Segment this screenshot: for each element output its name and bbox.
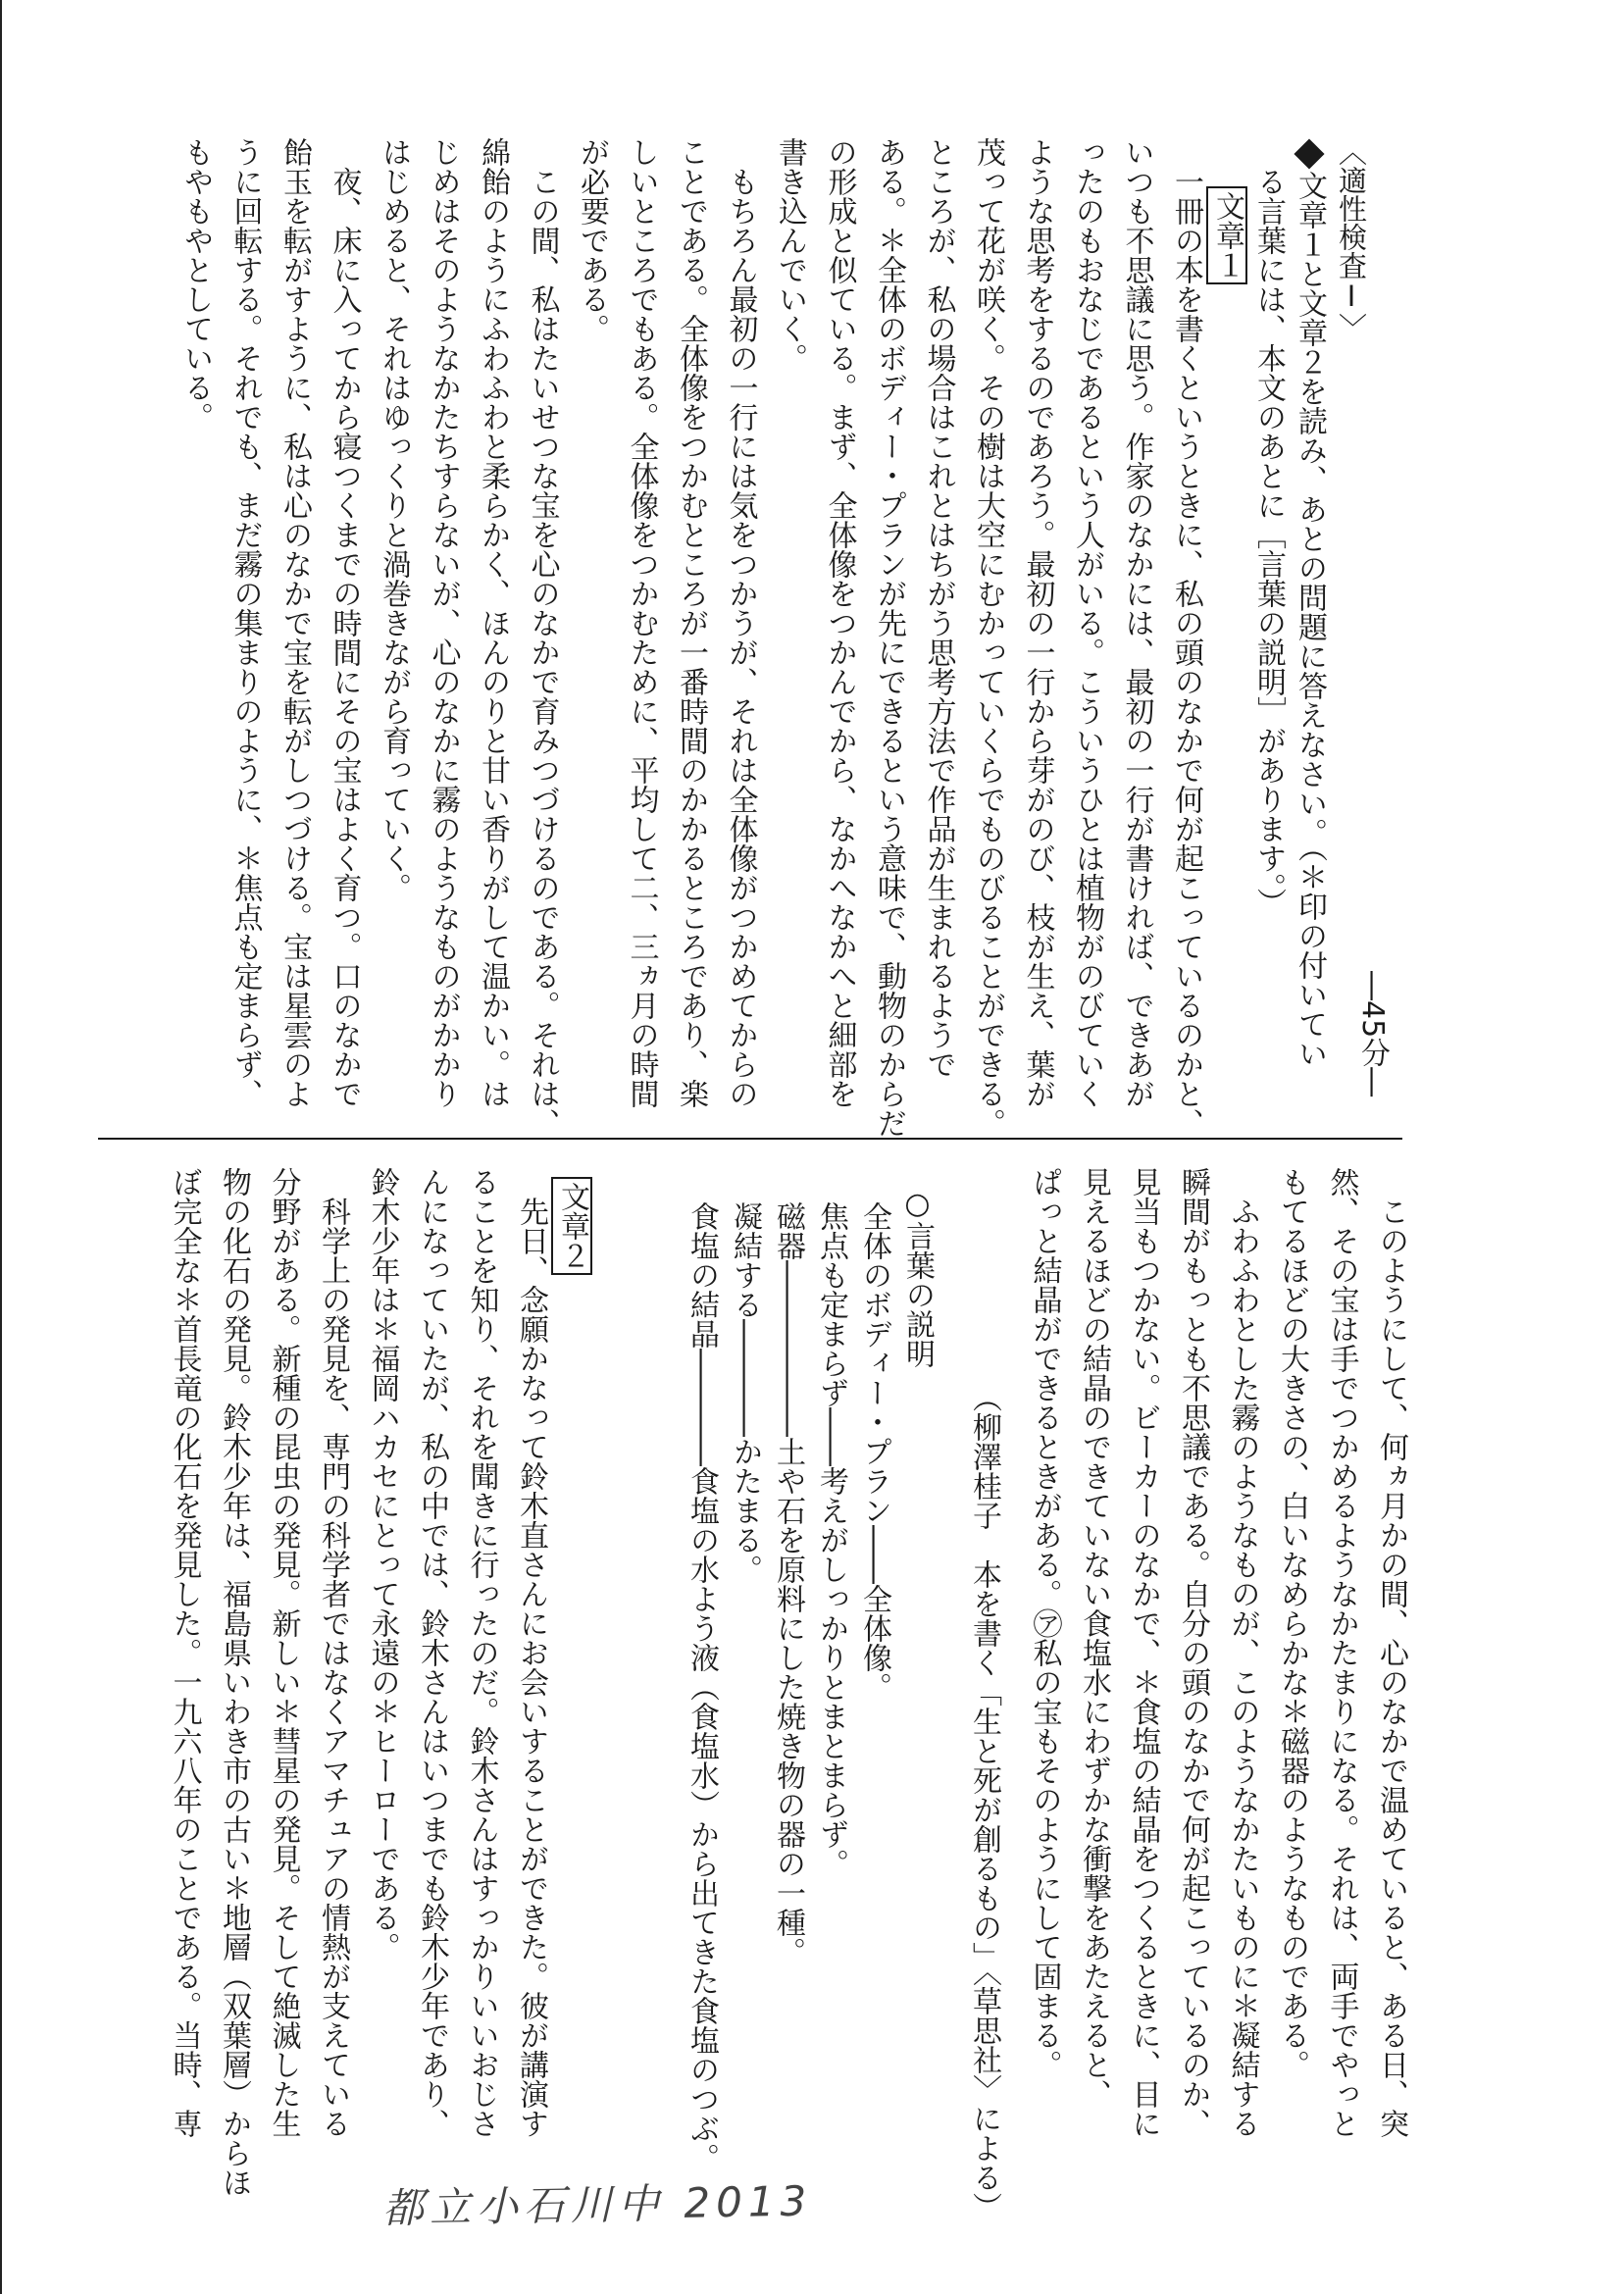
passage1-column: 茂って花が咲く。その樹は大空にむかっていくらでものびることができる。 (971, 137, 1005, 1138)
section-divider (98, 1138, 1402, 1140)
passage1-column: ったのもおなじであるという人がいる。こういうひとは植物がのびていく (1070, 137, 1104, 1108)
passage1-source: （柳澤桂子 本を書く「生と死が創るもの」〈草思社〉による） (967, 1383, 1001, 2221)
passage1-column: が必要である。 (575, 137, 609, 343)
glossary-item: 凝結する――――かたまる。 (728, 1201, 762, 1584)
passage1-column: 見えるほどの結晶のできていない食塩水にわずかな衝撃をあたえると、 (1077, 1167, 1111, 2109)
passage1-column: 書き込んでいく。 (773, 137, 807, 373)
passage2-column: 分野がある。新種の昆虫の発見。新しい＊彗星の発見。そして絶滅した生 (266, 1167, 301, 2138)
glossary-item: 食塩の結晶――――食塩の水よう液（食塩水）から出てきた食塩のつぶ。 (685, 1201, 719, 2172)
passage1-column: もちろん最初の一行には気をつかうが、それは全体像がつかめてからの (723, 167, 758, 1108)
glossary-item: 焦点も定まらず――考えがしっかりとまとまらず。 (814, 1201, 848, 1878)
passage1-column: うに回転する。それでも、まだ霧の集まりのように、＊焦点も定まらず、 (228, 137, 263, 1108)
passage2-column: 科学上の発見を、専門の科学者ではなくアマチュアの情熱が支えている (316, 1197, 350, 2138)
passage1-column: ある。＊全体のボディー・プランが先にできるという意味で、動物のからだ (872, 137, 906, 1138)
passage1-title: 文章１ (1206, 186, 1247, 284)
passage1-column: しいところでもある。全体像をつかむために、平均して二、三ヵ月の時間 (624, 137, 659, 1108)
passage2-column: 先日、念願かなって鈴木直さんにお会いすることができた。彼が講演す (514, 1197, 548, 2138)
passage2-title: 文章２ (551, 1177, 592, 1275)
section-label: 〈適性検査Ⅰ〉 (1335, 137, 1368, 341)
passage1-column: 見当もつかない。ビーカーのなかで、＊食塩の結晶をつくるときに、目に (1126, 1167, 1161, 2138)
passage1-column: ところが、私の場合はこれとはちがう思考方法で作品が生まれるようで (921, 137, 956, 1079)
instruction-text-1: 文章１と文章２を読み、あとの問題に答えなさい。（＊印の付いてい (1293, 171, 1327, 1068)
instruction-line-1 (1287, 137, 1330, 1068)
passage1-column: このようにして、何ヵ月かの間、心のなかで温めていると、ある日、突 (1374, 1197, 1408, 2138)
passage1-column: もてるほどの大きさの、白いなめらかな＊磁器のようなものである。 (1275, 1167, 1309, 2079)
passage1-column: いつも不思議に思う。作家のなかには、最初の一行が書ければ、できあが (1119, 137, 1154, 1108)
passage1-column: 然、その宝は手でつかめるようなかたまりになる。それは、両手でやっと (1324, 1167, 1359, 2138)
passage1-column: もやもやとしている。 (178, 137, 213, 432)
passage1-column: はじめると、それはゆっくりと渦巻きながら育っていく。 (377, 137, 411, 902)
passage1-column: 瞬間がもっとも不思議である。自分の頭のなかで何が起こっているのか、 (1176, 1167, 1210, 2138)
glossary-item: 磁器――――――土や石を原料にした焼き物の器の一種。 (771, 1201, 805, 1966)
passage1-column: 綿飴のようにふわふわと柔らかく、ほんのりと甘い香りがして温かい。は (476, 137, 510, 1108)
diamond-bullet-icon (1294, 138, 1324, 169)
passage2-column: ることを知り、それを聞きに行ったのだ。鈴木さんはすっかりいいおじさ (464, 1167, 499, 2138)
passage1-column: の形成と似ている。まず、全体像をつかんでから、なかへなかへと細部を (822, 137, 857, 1108)
passage1-column: この間、私はたいせつな宝を心のなかで育みつづけるのである。それは、 (525, 167, 560, 1138)
passage2-column: 鈴木少年は＊福岡ハカセにとって永遠の＊ヒーローである。 (365, 1167, 400, 1962)
passage2-column: んになっていたが、私の中では、鈴木さんはいつまでも鈴木少年であり、 (415, 1167, 449, 2138)
passage1-column: 夜、床に入ってから寝つくまでの時間にその宝はよく育つ。口のなかで (327, 167, 362, 1108)
passage1-column: 飴玉を転がすように、私は心のなかで宝を転がしつづける。宝は星雲のよ (278, 137, 312, 1108)
passage1-column: じめはそのようなかたちすらないが、心のなかに霧のようなものがかかり (426, 137, 461, 1108)
passage2-column: ぼ完全な＊首長竜の化石を発見した。一九六八年のことである。当時、専 (167, 1167, 202, 2138)
instruction-line-2: る言葉には、本文のあとに［言葉の説明］があります。） (1251, 167, 1286, 917)
passage1-column: ような思考をするのであろう。最初の一行から芽がのび、枝が生え、葉が (1020, 137, 1055, 1108)
glossary-title: ○言葉の説明 (900, 1187, 935, 1368)
glossary-item: 全体のボディー・プラン――全体像。 (857, 1201, 891, 1702)
passage1-column: ぱっと結晶ができるときがある。㋐私の宝もそのようにして固まる。 (1027, 1167, 1062, 2079)
passage1-column: ふわふわとした霧のようなものが、このようなかたいものに＊凝結する (1225, 1197, 1260, 2138)
passage1-column: 一冊の本を書くというときに、私の頭のなかで何が起こっているのかと、 (1169, 167, 1203, 1138)
page-edge (0, 0, 2, 2294)
handwritten-note: 都立小石川中 2013 (381, 2176, 813, 2233)
time-limit: ―45分― (1355, 971, 1390, 1097)
passage1-column: ことである。全体像をつかむところが一番時間のかかるところであり、楽 (674, 137, 708, 1108)
passage2-column: 物の化石の発見。鈴木少年は、福島県いわき市の古い＊地層（双葉層）からほ (217, 1167, 251, 2197)
